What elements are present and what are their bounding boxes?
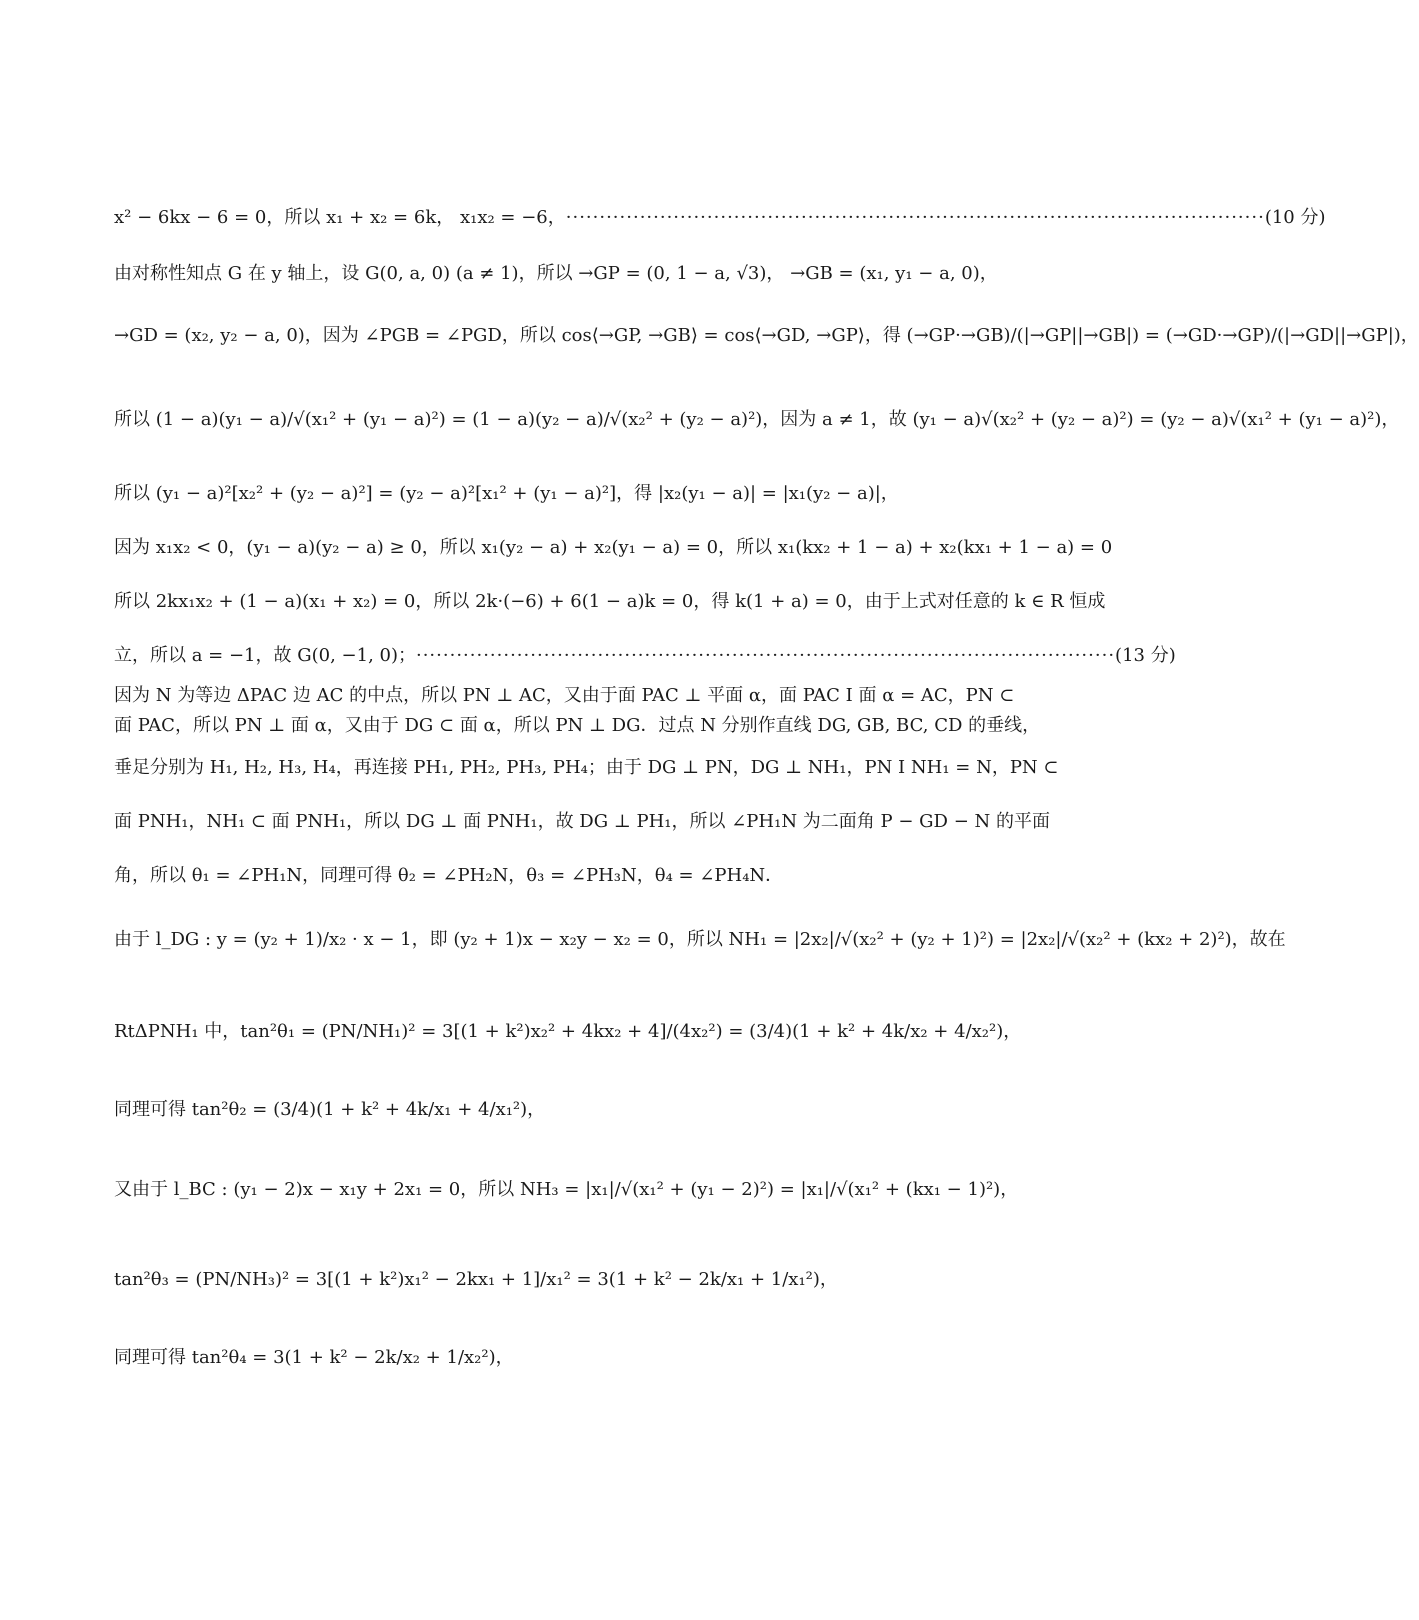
score-label-13: (13 分): [1115, 645, 1176, 666]
text-line-13: [114, 864, 994, 888]
line-2-text: 由对称性知点 G 在 y 轴上，设 G(0, a, 0) (a ≠ 1)，所以 →GP = (0, 1 − a, √3)， →GB = (x₁, y₁ − a, 0)，: [114, 263, 998, 284]
line-5-text: 所以 (y₁ − a)²[x₂² + (y₂ − a)²] = (y₂ − a)²[x₁² + (y₁ − a)²]，得 |x₂(y₁ − a)| = |x₁(y₂ − a)|，: [114, 483, 899, 504]
line-17-text: 又由于 l_BC : (y₁ − 2)x − x₁y + 2x₁ = 0，所以 NH₃ = |x₁|/√(x₁² + (y₁ − 2)²) = |x₁|/√(x₁² + (kx₁ − 1)²)，: [114, 1179, 1019, 1200]
text-line-11: [114, 756, 1059, 780]
text-line-19: [114, 1346, 994, 1370]
text-line-2: [114, 262, 998, 286]
text-line-15: [114, 1020, 1022, 1044]
text-line-12: [114, 810, 1050, 834]
line-14-text: 由于 l_DG : y = (y₂ + 1)/x₂ · x − 1，即 (y₂ + 1)x − x₂y − x₂ = 0，所以 NH₁ = |2x₂|/√(x₂² + (y₂ + 1)²) = |2x₂|/√(x₂² + (kx₂ + 2)²)，故在: [114, 929, 1286, 950]
line-8-text: 立，所以 a = −1，故 G(0, −1, 0)；: [114, 645, 416, 666]
line-19-text: 同理可得 tan²θ₄ = 3(1 + k² − 2k/x₂ + 1/x₂²)，: [114, 1347, 514, 1368]
text-line-4: [114, 408, 1400, 432]
text-line-14: [114, 928, 1286, 952]
score-label-10: (10 分): [1264, 207, 1326, 228]
line-16-text: 同理可得 tan²θ₂ = (3/4)(1 + k² + 4k/x₁ + 4/x₁²)，: [114, 1099, 546, 1120]
line-10-text: 面 PAC，所以 PN ⊥ 面 α，又由于 DG ⊂ 面 α，所以 PN ⊥ DG．过点 N 分别作直线 DG, GB, BC, CD 的垂线，: [114, 715, 1041, 736]
dot-leader: ········································································································: [415, 645, 1116, 666]
text-line-8: [114, 644, 1176, 668]
text-line-7: [114, 590, 1106, 614]
text-line-16: [114, 1098, 994, 1122]
line-12-text: 面 PNH₁，NH₁ ⊂ 面 PNH₁，所以 DG ⊥ 面 PNH₁，故 DG ⊥ PH₁，所以 ∠PH₁N 为二面角 P − GD − N 的平面: [114, 811, 1050, 832]
line-7-text: 所以 2kx₁x₂ + (1 − a)(x₁ + x₂) = 0，所以 2k·(−6) + 6(1 − a)k = 0，得 k(1 + a) = 0，由于上式对任意的 k ∈ R 恒成: [114, 591, 1106, 612]
line-13-text: 角，所以 θ₁ = ∠PH₁N，同理可得 θ₂ = ∠PH₂N，θ₃ = ∠PH₃N，θ₄ = ∠PH₄N．: [114, 865, 784, 886]
text-line-18: [114, 1268, 994, 1292]
line-11-text: 垂足分别为 H₁, H₂, H₃, H₄，再连接 PH₁, PH₂, PH₃, PH₄；由于 DG ⊥ PN，DG ⊥ NH₁，PN I NH₁ = N，PN ⊂: [114, 757, 1059, 778]
text-line-10: [114, 714, 1041, 738]
text-line-1: [114, 206, 1326, 230]
text-line-9: [114, 684, 1015, 708]
text-line-3: [114, 324, 1419, 348]
dot-leader: ········································································································: [565, 207, 1265, 228]
line-15-text: RtΔPNH₁ 中，tan²θ₁ = (PN/NH₁)² = 3[(1 + k²)x₂² + 4kx₂ + 4]/(4x₂²) = (3/4)(1 + k² + 4k/x₂ + 4/x₂²)，: [114, 1021, 1022, 1042]
text-line-5: [114, 482, 994, 506]
text-line-6: [114, 536, 1113, 560]
line-9-text: 因为 N 为等边 ΔPAC 边 AC 的中点，所以 PN ⊥ AC，又由于面 PAC ⊥ 平面 α，面 PAC I 面 α = AC，PN ⊂: [114, 685, 1015, 706]
line-4-text: 所以 (1 − a)(y₁ − a)/√(x₁² + (y₁ − a)²) = (1 − a)(y₂ − a)/√(x₂² + (y₂ − a)²)，因为 a ≠ 1，故 (y₁ − a)√(x₂² + (y₂ − a)²) = (y₂ − a)√(x₁² + (y₁ − a)²)，: [114, 409, 1400, 430]
text-line-17: [114, 1178, 1019, 1202]
line-6-text: 因为 x₁x₂ < 0，(y₁ − a)(y₂ − a) ≥ 0，所以 x₁(y₂ − a) + x₂(y₁ − a) = 0，所以 x₁(kx₂ + 1 − a) + x₂(kx₁ + 1 − a) = 0: [114, 537, 1113, 558]
line-18-text: tan²θ₃ = (PN/NH₃)² = 3[(1 + k²)x₁² − 2kx₁ + 1]/x₁² = 3(1 + k² − 2k/x₁ + 1/x₁²)，: [114, 1269, 838, 1290]
line-3-text: →GD = (x₂, y₂ − a, 0)，因为 ∠PGB = ∠PGD，所以 cos⟨→GP, →GB⟩ = cos⟨→GD, →GP⟩，得 (→GP·→GB)/(|→GP||→GB|) = (→GD·→GP)/(|→GD||→GP|)，: [114, 325, 1419, 346]
line-1-text: x² − 6kx − 6 = 0，所以 x₁ + x₂ = 6k， x₁x₂ = −6，: [114, 207, 566, 228]
